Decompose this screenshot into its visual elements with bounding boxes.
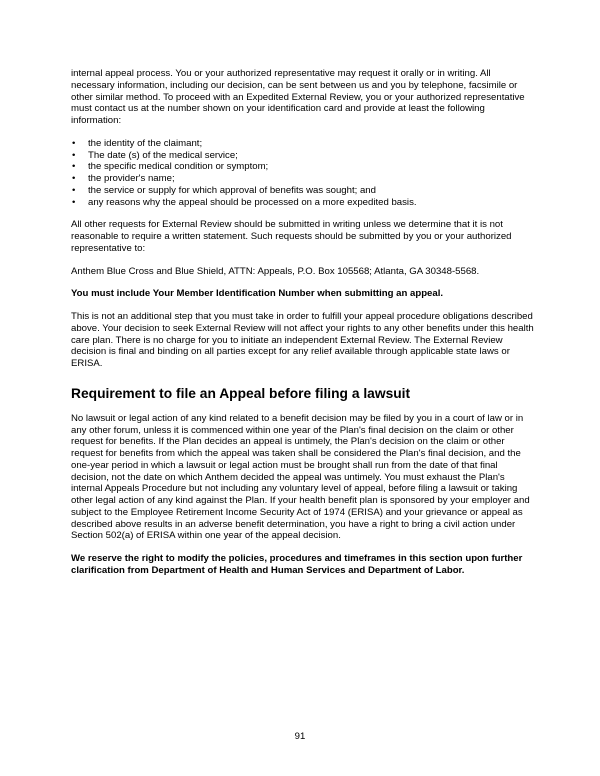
lawsuit-paragraph: No lawsuit or legal action of any kind related to a benefit decision may be filed by you in a court of law or in any other forum, unless it is commenced within one year of the Plan's final decision on the claim or other request for benefits. If the Plan decides an appeal is untimely, the Plan's decision on the claim or other request for benefits from which the appeal was taken shall be considered the Plan's final decision, and the one-year period in which a lawsuit or legal action must be brought shall run from the date of that final decision, not the date on which Anthem decided the appeal was untimely. You must exhaust the Plan's internal Appeals Procedure but not including any voluntary level of appeal, before filing a lawsuit or taking other legal action of any kind against the Plan. If your health benefit plan is sponsored by your employer and subject to the Employee Retirement Income Security Act of 1974 (ERISA) and your grievance or appeal as described above results in an adverse benefit determination, you have a right to bring a civil action under Section 502(a) of ERISA within one year of the appeal decision. xyxy=(71,412,530,542)
bullet-icon: • xyxy=(72,149,76,161)
section-heading: Requirement to file an Appeal before filing a lawsuit xyxy=(71,385,411,401)
bullet-icon: • xyxy=(72,161,76,173)
list-item xyxy=(71,173,534,185)
reserve-right-notice: We reserve the right to modify the policies, procedures and timeframes in this section upon further clarification from Department of Health and Human Services and Department of Labor. xyxy=(71,553,523,576)
list-item-text: the specific medical condition or symptom; xyxy=(88,161,269,173)
list-item-text: the identity of the claimant; xyxy=(88,137,203,149)
intro-paragraph: internal appeal process. You or your authorized representative may request it orally or in writing. All necessary information, including our decision, can be sent between us and you by telephone, facsimile or other similar method. To proceed with an Expedited External Review, you or your authorized representative must contact us at the number shown on your identification card and provide at least the following information: xyxy=(71,68,525,126)
list-item-text: any reasons why the appeal should be processed on a more expedited basis. xyxy=(88,196,417,208)
list-item-text: the provider's name; xyxy=(88,173,175,184)
bullet-icon: • xyxy=(72,173,76,184)
required-information-list xyxy=(71,138,534,209)
member-id-notice: You must include Your Member Identification Number when submitting an appeal. xyxy=(71,288,444,300)
list-item xyxy=(71,161,534,173)
list-item xyxy=(71,150,534,162)
bullet-icon: • xyxy=(72,137,76,149)
list-item xyxy=(71,138,534,150)
bullet-icon: • xyxy=(72,196,76,208)
list-item xyxy=(71,185,534,197)
additional-step-paragraph: This is not an additional step that you must take in order to fulfill your appeal procedure obligations described above. Your decision to seek External Review will not affect your rights to any other benefits under this health care plan. There is no charge for you to initiate an independent External Review. The External Review decision is final and binding on all parties except for any relief available through applicable state laws or ERISA. xyxy=(71,311,534,369)
bullet-icon: • xyxy=(72,184,76,196)
list-item-text: the service or supply for which approval of benefits was sought; and xyxy=(88,184,376,196)
list-item-text: The date (s) of the medical service; xyxy=(88,149,238,161)
written-requests-paragraph: All other requests for External Review should be submitted in writing unless we determine that it is not reasonable to require a written statement. Such requests should be submitted by you or your authorized representative to: xyxy=(71,219,512,254)
page-number: 91 xyxy=(294,731,306,742)
appeals-address: Anthem Blue Cross and Blue Shield, ATTN: Appeals, P.O. Box 105568; Atlanta, GA 30348-5568. xyxy=(71,265,480,277)
list-item xyxy=(71,197,534,209)
page-content xyxy=(71,68,534,577)
